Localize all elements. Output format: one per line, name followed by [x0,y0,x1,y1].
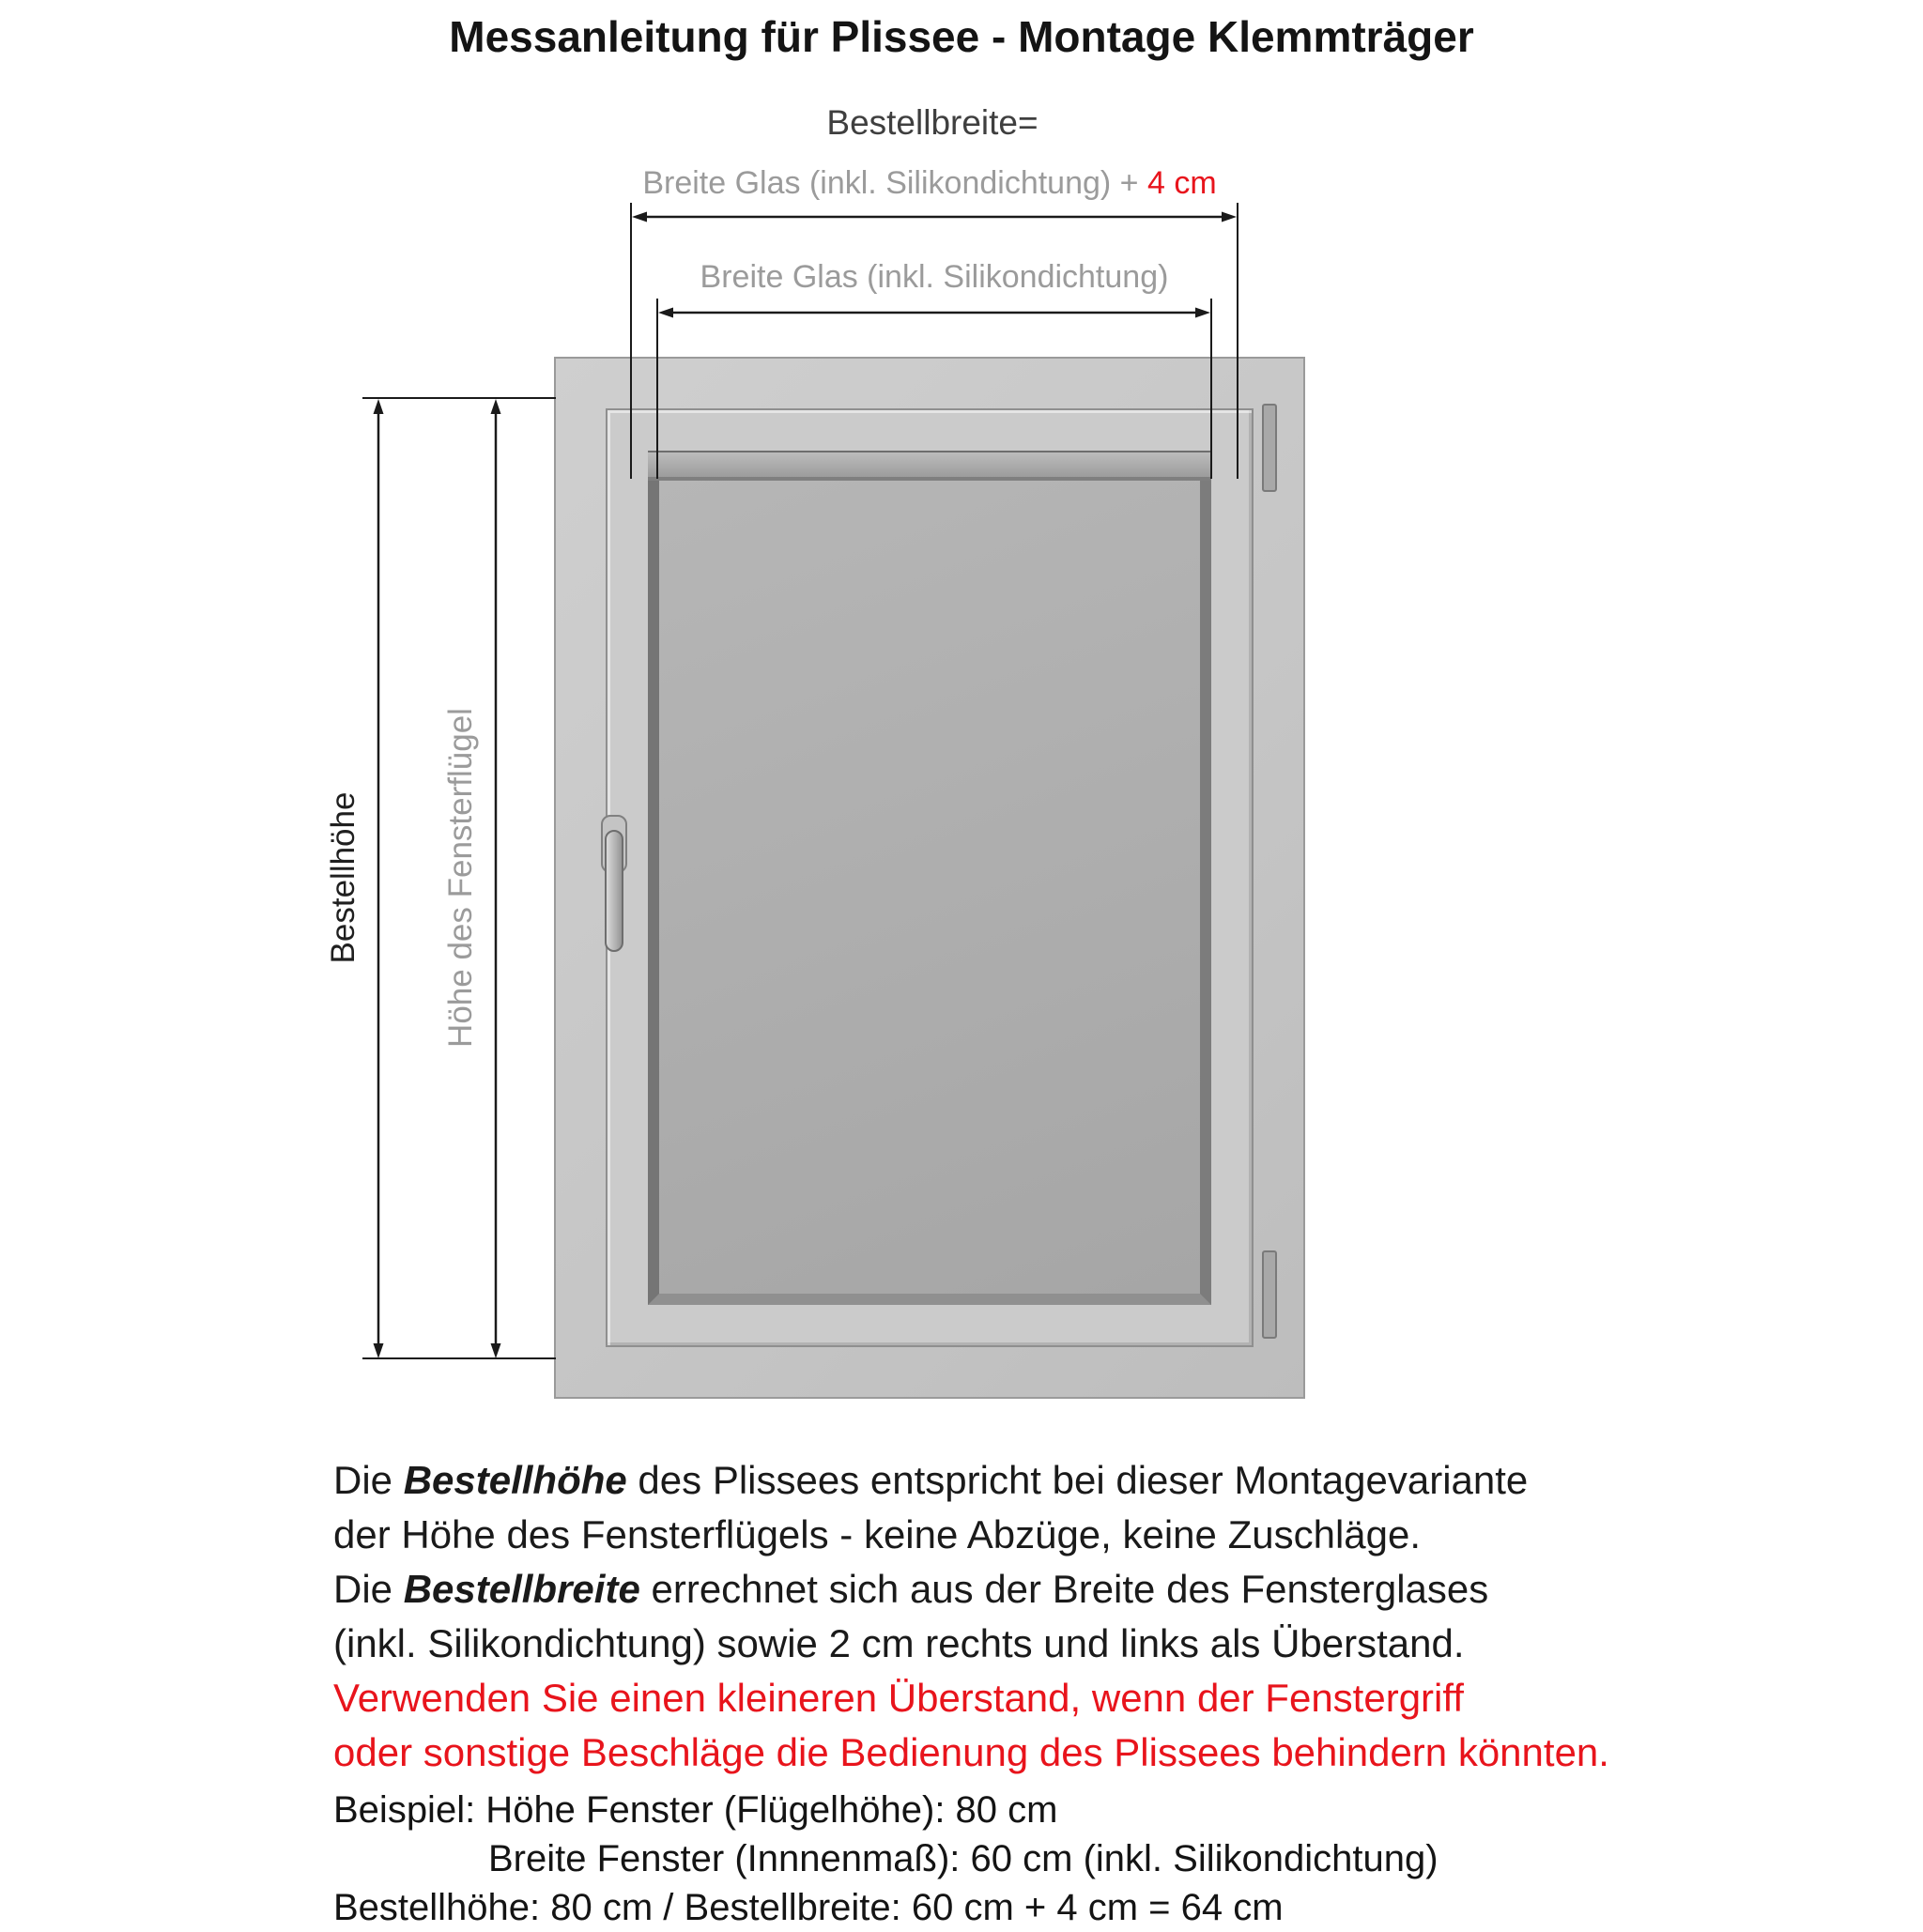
description-line-2: der Höhe des Fensterflügels - keine Abzüge, keine Zuschläge. [333,1512,1422,1556]
example-text [333,1786,1648,1932]
description-text [333,1453,1648,1780]
window-hinge-bottom [1262,1250,1277,1339]
description-line-3 [333,1562,1648,1617]
tick-line-top [362,397,556,399]
width-formula-label [642,165,1216,202]
window-sash [606,408,1254,1347]
extension-line-order-width-left [630,203,632,479]
example-line-1: Beispiel: Höhe Fenster (Flügelhöhe): 80 cm [333,1789,1058,1831]
bold-bestellhoehe: Bestellhöhe [403,1458,627,1502]
window-handle-lever [605,830,623,952]
bold-bestellbreite: Bestellbreite [403,1567,640,1611]
order-width-arrow [631,208,1238,225]
extension-line-glass-width-right [1210,299,1212,479]
example-line-3: Bestellhöhe: 80 cm / Bestellbreite: 60 cm + 4 cm = 64 cm [333,1887,1284,1928]
width-formula-red-part: 4 cm [1146,165,1217,201]
tick-line-bottom [362,1357,556,1359]
sash-height-arrow [487,398,504,1359]
window-hinge-top [1262,404,1277,492]
plissee-top-rail [648,452,1211,481]
description-line-1 [333,1453,1648,1508]
order-height-arrow [370,398,387,1359]
example-line-2: Breite Fenster (Innnenmaß): 60 cm (inkl. Silikondichtung) [488,1838,1438,1879]
window-glass [648,451,1211,1305]
extension-line-order-width-right [1237,203,1238,479]
width-formula-gray-part: Breite Glas (inkl. Silikondichtung) + [642,165,1147,201]
glass-width-arrow [657,304,1211,321]
window-frame [554,357,1305,1399]
warning-line-1: Verwenden Sie einen kleineren Überstand, wenn der Fenstergriff [333,1676,1464,1720]
extension-line-glass-width-left [656,299,658,479]
description-run-1: Die [333,1458,404,1502]
glass-width-label: Breite Glas (inkl. Silikondichtung) [700,259,1169,295]
description-run-2: des Plissees entspricht bei dieser Montagevariante [626,1458,1529,1502]
description-run-4: errechnet sich aus der Breite des Fensterglases [639,1567,1489,1611]
warning-line-2: oder sonstige Beschläge die Bedienung des Plissees behindern könnten. [333,1730,1609,1774]
page-title: Messanleitung für Plissee - Montage Klemmträger [449,12,1474,61]
description-line-4: (inkl. Silikondichtung) sowie 2 cm rechts und links als Überstand. [333,1621,1465,1665]
order-width-label: Bestellbreite= [826,103,1038,142]
sash-height-label: Höhe des Fensterflügel [442,708,479,1048]
order-height-label: Bestellhöhe [325,791,362,964]
description-run-3: Die [333,1567,404,1611]
